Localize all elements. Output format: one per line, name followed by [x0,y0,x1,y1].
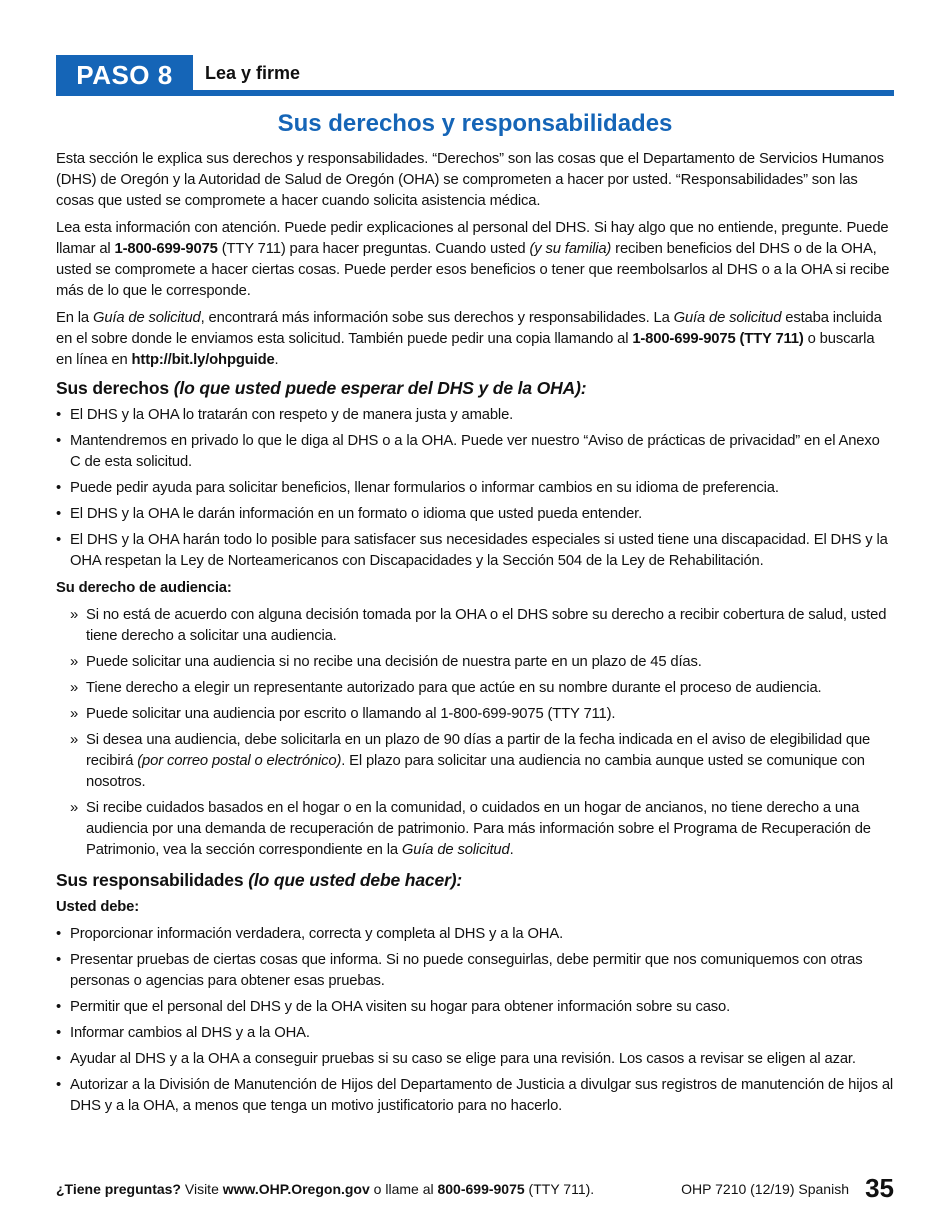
list-item: » Puede solicitar una audiencia por escrito o llamando al 1-800-699-9075 (TTY 711). [70,704,894,725]
responsibilities-heading [56,869,894,891]
list-item: » Tiene derecho a elegir un representante autorizado para que actúe en su nombre durante el proceso de audiencia. [70,678,894,699]
list-item [70,798,894,861]
document-body [56,149,894,1122]
text-run: . [509,842,514,858]
heading-text: Sus responsabilidades [56,870,249,890]
rights-heading [56,377,894,399]
page-number: 35 [865,1173,894,1203]
text-run: Lea esta información con atención. Puede pedir explicaciones al personal del DHS. Si hay algo que no entiende, pregunte. Puede llamar al [56,220,889,257]
footer-contact [56,1181,594,1197]
italic-text: (por correo postal o electrónico) [137,753,342,769]
heading-subtext: (lo que usted puede esperar del DHS y de la OHA): [173,378,587,398]
text-run: (TTY 711) para hacer preguntas. Cuando usted [217,241,530,257]
responsibilities-subheading: Usted debe: [56,899,140,915]
intro-paragraph-2 [56,218,894,302]
intro-paragraph-1: Esta sección le explica sus derechos y responsabilidades. “Derechos” son las cosas que el Departamento de Servicios Humanos (DHS) de Oregón y la Autoridad de Salud de Oregón (OHA) se comprometen a hacer por usted. “Responsabilidades” son las cosas que usted se compromete a hacer cuando solicita asistencia médica. [56,151,884,209]
text-run: Visite [180,1181,223,1197]
text-run: . [274,352,279,368]
step-header [56,55,894,96]
list-item: » Si no está de acuerdo con alguna decisión tomada por la OHA o el DHS sobre su derecho a recibir cobertura de salud, usted tiene derecho a solicitar una audiencia. [70,605,894,647]
list-item: • Permitir que el personal del DHS y de la OHA visiten su hogar para obtener información sobre su caso. [56,997,894,1018]
rights-list [56,405,894,572]
list-item: • Ayudar al DHS y a la OHA a conseguir pruebas si su caso se elige para una revisión. Los casos a revisar se eligen al azar. [56,1049,894,1070]
list-item: • Presentar pruebas de ciertas cosas que informa. Si no puede conseguirlas, debe permitir que nos comuniquemos con otras personas o agencias para obtener esas pruebas. [56,950,894,992]
list-item: • El DHS y la OHA lo tratarán con respeto y de manera justa y amable. [56,405,894,426]
footer-website-link[interactable]: www.OHP.Oregon.gov [222,1181,370,1197]
list-item: » Puede solicitar una audiencia si no recibe una decisión de nuestra parte en un plazo de 45 días. [70,652,894,673]
hearing-list [56,605,894,861]
page-footer [56,1173,894,1203]
heading-text: Sus derechos [56,378,174,398]
text-run: , encontrará más información sobe sus derechos y responsabilidades. La [200,310,674,326]
list-item: • Proporcionar información verdadera, correcta y completa al DHS y a la OHA. [56,924,894,945]
page-title: Sus derechos y responsabilidades [277,110,673,137]
list-item: • Mantendremos en privado lo que le diga al DHS o a la OHA. Puede ver nuestro “Aviso de prácticas de privacidad” en el Anexo C de esta solicitud. [56,431,894,473]
list-item: • El DHS y la OHA le darán información en un formato o idioma que usted pueda entender. [56,504,894,525]
text-run: reciben beneficios del DHS o de la OHA, usted se compromete a hacer ciertas cosas. Puede perder esos beneficios o tener que reembolsarlos al DHS o a la OHA si recibe más de lo que le corresponde. [56,241,890,299]
text-run: Si recibe cuidados basados en el hogar o en la comunidad, o cuidados en un hogar de ancianos, no tiene derecho a una audiencia por una demanda de recuperación de patrimonio. Para más información sobre el Programa de Recuperación de Patrimonio, vea la sección correspondiente en la [86,800,871,858]
step-label: PASO 8 [56,55,193,96]
guide-title: Guía de solicitud [401,842,510,858]
heading-subtext: (lo que usted debe hacer): [248,870,463,890]
phone-number: 1-800-699-9075 (TTY 711) [632,331,804,347]
header-rule [193,90,894,96]
footer-phone: 800-699-9075 [437,1181,525,1197]
list-item: • Informar cambios al DHS y a la OHA. [56,1023,894,1044]
text-run: estaba incluida en el sobre donde le enviamos esta solicitud. También puede pedir una copia llamando al [56,310,882,347]
form-id: OHP 7210 (12/19) Spanish [681,1181,849,1197]
text-run: o buscarla en línea en [56,331,875,368]
step-title: Lea y firme [205,63,301,83]
text-run: Si desea una audiencia, debe solicitarla en un plazo de 90 días a partir de la fecha indicada en el aviso de elegibilidad que recibirá [86,732,871,769]
text-run: En la [56,310,93,326]
list-item: • Puede pedir ayuda para solicitar beneficios, llenar formularios o informar cambios en su idioma de preferencia. [56,478,894,499]
list-item: • Autorizar a la División de Manutención de Hijos del Departamento de Justicia a divulgar sus registros de manutención de hijos al DHS y a la OHA, a menos que tenga un motivo justificatorio para no hacerlo. [56,1075,894,1117]
text-run: (TTY 711). [524,1181,595,1197]
guide-title: Guía de solicitud [92,310,201,326]
guide-url: http://bit.ly/ohpguide [131,352,275,368]
hearing-heading: Su derecho de audiencia: [56,580,232,596]
responsibilities-list [56,924,894,1117]
list-item: • El DHS y la OHA harán todo lo posible para satisfacer sus necesidades especiales si usted tiene una discapacidad. El DHS y la OHA respetan la Ley de Norteamericanos con Discapacidades y la Sección 504 de la Ley de Rehabilitación. [56,530,894,572]
text-run: . El plazo para solicitar una audiencia no cambia aunque usted se comunique con nosotros. [86,753,865,790]
italic-text: (y su familia) [529,241,612,257]
text-run: o llame al [369,1181,438,1197]
intro-paragraph-3 [56,308,894,371]
phone-number: 1-800-699-9075 [114,241,218,257]
guide-title: Guía de solicitud [673,310,782,326]
list-item [70,730,894,793]
footer-question: ¿Tiene preguntas? [56,1181,181,1197]
